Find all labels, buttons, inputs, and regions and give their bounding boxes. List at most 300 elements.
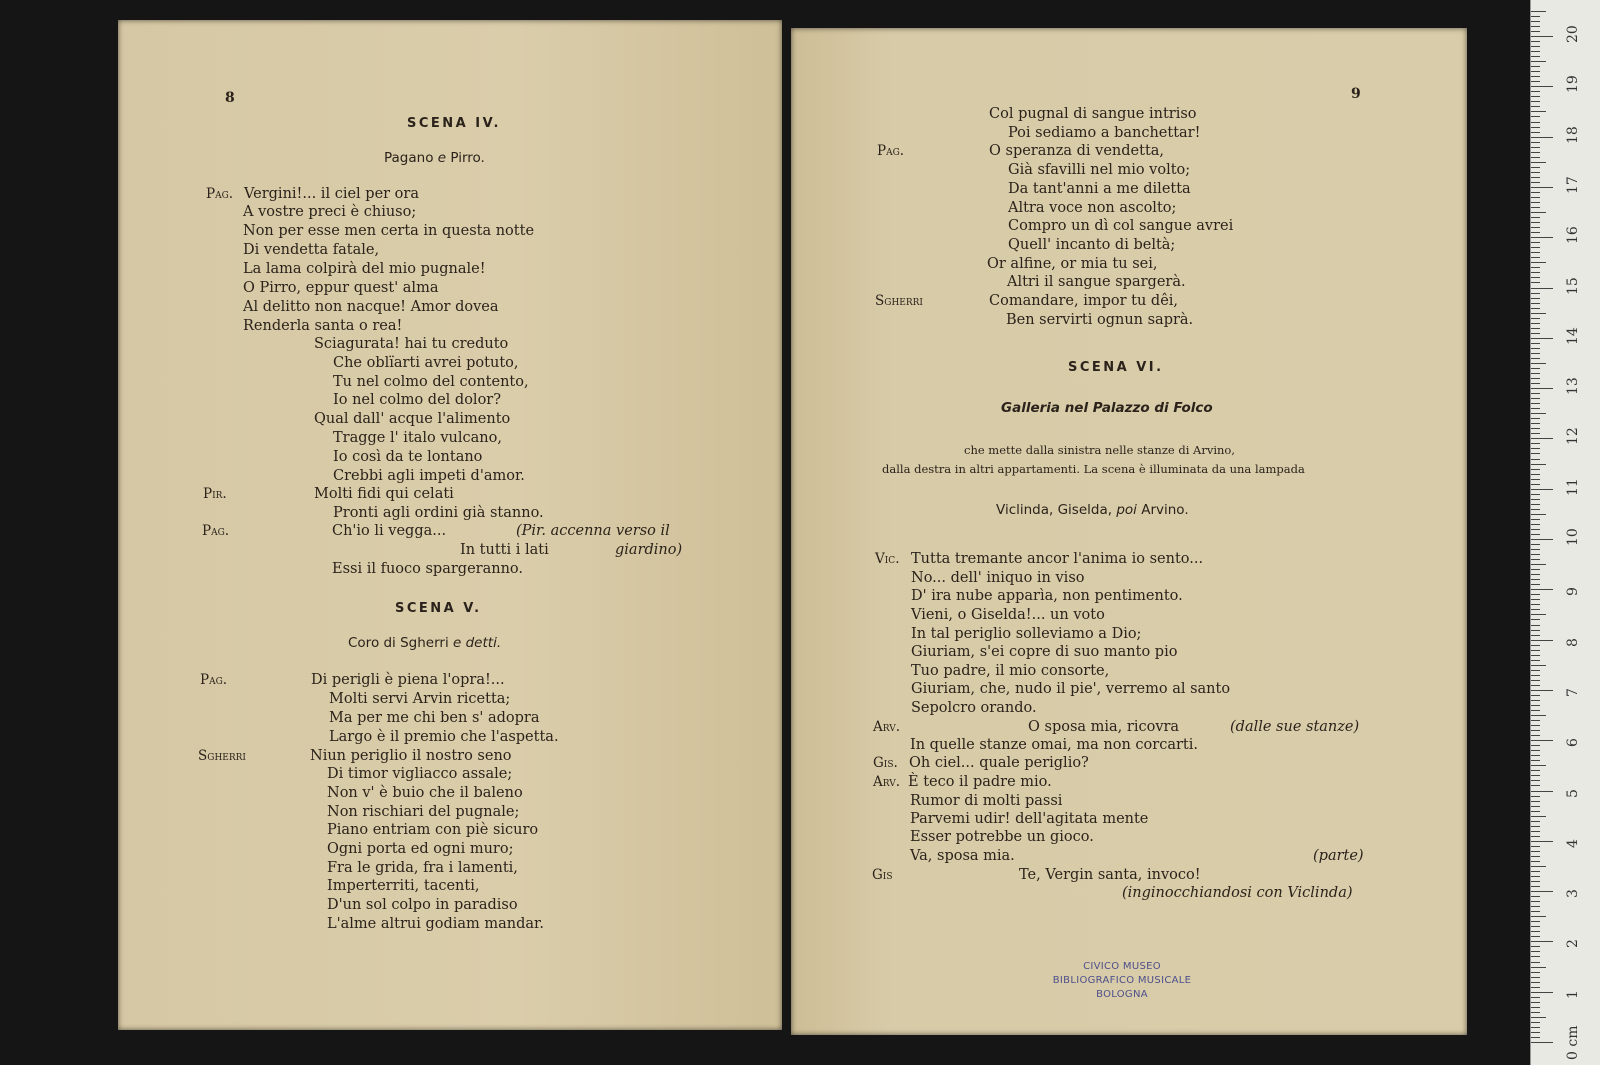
verse-line: Poi sediamo a banchettar! xyxy=(1008,125,1201,141)
ruler-tick xyxy=(1531,318,1540,319)
verse-line: D' ira nube apparìa, non pentimento. xyxy=(911,588,1183,604)
ruler-tick xyxy=(1531,36,1553,37)
scene-heading: SCENA V. xyxy=(395,601,482,616)
ruler-tick xyxy=(1531,378,1540,379)
ruler-tick xyxy=(1531,780,1540,781)
ruler-tick xyxy=(1531,247,1540,248)
ruler-tick xyxy=(1531,992,1553,993)
ruler-tick xyxy=(1531,1002,1540,1003)
ruler-label: 12 xyxy=(1565,427,1581,446)
ruler-label: 7 xyxy=(1565,687,1581,697)
ruler-tick xyxy=(1531,997,1540,998)
verse-line: In quelle stanze omai, ma non corcarti. xyxy=(910,737,1198,753)
verse-line: Tutta tremante ancor l'anima io sento... xyxy=(911,551,1204,567)
ruler-tick xyxy=(1531,448,1540,449)
ruler-tick xyxy=(1531,373,1540,374)
measuring-ruler xyxy=(1530,0,1600,1065)
ruler-tick xyxy=(1531,630,1540,631)
ruler-tick xyxy=(1531,755,1540,756)
verse-line: La lama colpirà del mio pugnale! xyxy=(243,261,486,277)
verse-line: Ma per me chi ben s' adopra xyxy=(329,710,540,726)
speaker-label: Pir. xyxy=(203,486,227,502)
verse-line: Che oblïarti avrei potuto, xyxy=(333,355,519,371)
ruler-label: 0 cm xyxy=(1565,1025,1581,1060)
verse-line: Già sfavilli nel mio volto; xyxy=(1008,162,1191,178)
ruler-tick xyxy=(1531,31,1540,32)
verse-line: Compro un dì col sangue avrei xyxy=(1008,218,1234,234)
ruler-tick xyxy=(1531,428,1540,429)
ruler-tick xyxy=(1531,529,1540,530)
verse-line: Giuriam, che, nudo il pie', verremo al santo xyxy=(911,681,1231,697)
ruler-tick xyxy=(1531,393,1540,394)
ruler-tick xyxy=(1531,509,1540,510)
ruler-label: 10 xyxy=(1565,528,1581,546)
ruler-tick xyxy=(1531,640,1553,641)
ruler-tick xyxy=(1531,926,1540,927)
ruler-tick xyxy=(1531,594,1540,595)
ruler-label: 1 xyxy=(1565,989,1581,999)
ruler-tick xyxy=(1531,1042,1553,1043)
ruler-tick xyxy=(1531,333,1540,334)
ruler-tick xyxy=(1531,152,1540,153)
ruler-tick xyxy=(1531,403,1540,404)
ruler-tick xyxy=(1531,76,1540,77)
ruler-tick xyxy=(1531,86,1553,87)
verse-line: Imperterriti, tacenti, xyxy=(327,878,480,894)
ruler-tick xyxy=(1531,167,1540,168)
ruler-tick xyxy=(1531,61,1546,62)
ruler-tick xyxy=(1531,187,1553,188)
verse-line: Di timor vigliacco assale; xyxy=(327,766,513,782)
ruler-tick xyxy=(1531,252,1540,253)
speaker-label: Sgherri xyxy=(875,293,923,309)
ruler-tick xyxy=(1531,946,1540,947)
ruler-label: 5 xyxy=(1565,788,1581,798)
ruler-tick xyxy=(1531,881,1540,882)
ruler-tick xyxy=(1531,936,1540,937)
ruler-tick xyxy=(1531,891,1553,892)
stage-direction: (inginocchiandosi con Viclinda) xyxy=(1122,885,1353,901)
ruler-tick xyxy=(1531,760,1540,761)
verse-line: Ogni porta ed ogni muro; xyxy=(327,841,514,857)
library-stamp xyxy=(1032,960,1212,1002)
verse-line: Ben servirti ognun saprà. xyxy=(1006,312,1194,328)
ruler-tick xyxy=(1531,262,1546,263)
verse-line: Sepolcro orando. xyxy=(911,700,1037,716)
scene-heading: SCENA IV. xyxy=(407,116,501,131)
ruler-tick xyxy=(1531,464,1546,465)
ruler-tick xyxy=(1531,524,1540,525)
ruler-tick xyxy=(1531,323,1540,324)
speaker-label: Sgherri xyxy=(198,748,246,764)
ruler-label: 16 xyxy=(1565,226,1581,245)
stage-direction: (dalle sue stanze) xyxy=(1230,719,1360,735)
ruler-label: 4 xyxy=(1565,838,1581,848)
ruler-tick xyxy=(1531,288,1553,289)
ruler-tick xyxy=(1531,614,1546,615)
ruler-tick xyxy=(1531,770,1540,771)
ruler-tick xyxy=(1531,398,1540,399)
ruler-tick xyxy=(1531,725,1540,726)
ruler-tick xyxy=(1531,715,1546,716)
ruler-tick xyxy=(1531,1007,1540,1008)
ruler-tick xyxy=(1531,604,1540,605)
ruler-label: 19 xyxy=(1565,75,1581,94)
verse-line: Te, Vergin santa, invoco! xyxy=(1019,867,1201,883)
ruler-tick xyxy=(1531,906,1540,907)
ruler-label: 6 xyxy=(1565,738,1581,748)
verse-line: D'un sol colpo in paradiso xyxy=(327,897,518,913)
ruler-tick xyxy=(1531,554,1540,555)
ruler-tick xyxy=(1531,710,1540,711)
verse-line: Vieni, o Giselda!... un voto xyxy=(911,607,1105,623)
verse-line: Tu nel colmo del contento, xyxy=(333,374,529,390)
ruler-tick xyxy=(1531,735,1540,736)
ruler-tick xyxy=(1531,836,1540,837)
verse-line: A vostre preci è chiuso; xyxy=(243,204,417,220)
ruler-tick xyxy=(1531,720,1540,721)
ruler-tick xyxy=(1531,237,1553,238)
scene-characters: Viclinda, Giselda, poi Arvino. xyxy=(996,502,1189,518)
ruler-tick xyxy=(1531,941,1553,942)
ruler-tick xyxy=(1531,56,1540,57)
ruler-tick xyxy=(1531,700,1540,701)
speaker-label: Arv. xyxy=(873,774,900,790)
ruler-label: 14 xyxy=(1565,326,1581,345)
ruler-tick xyxy=(1531,489,1553,490)
verse-line: In tal periglio solleviamo a Dio; xyxy=(911,626,1142,642)
ruler-tick xyxy=(1531,217,1540,218)
ruler-tick xyxy=(1531,479,1540,480)
ruler-tick xyxy=(1531,841,1553,842)
ruler-tick xyxy=(1531,313,1546,314)
ruler-tick xyxy=(1531,690,1553,691)
ruler-tick xyxy=(1531,821,1540,822)
speaker-label: Pag. xyxy=(202,523,230,539)
ruler-tick xyxy=(1531,338,1553,339)
right-page xyxy=(791,28,1467,1035)
ruler-tick xyxy=(1531,1012,1540,1013)
ruler-tick xyxy=(1531,775,1540,776)
ruler-tick xyxy=(1531,66,1540,67)
verse-line: Giuriam, s'ei copre di suo manto pio xyxy=(911,644,1178,660)
ruler-tick xyxy=(1531,916,1546,917)
ruler-tick xyxy=(1531,1032,1540,1033)
ruler-tick xyxy=(1531,967,1546,968)
ruler-tick xyxy=(1531,1037,1540,1038)
ruler-tick xyxy=(1531,856,1540,857)
verse-line: Quell' incanto di beltà; xyxy=(1008,237,1176,253)
verse-line: Pronti agli ordini già stanno. xyxy=(333,505,544,521)
ruler-tick xyxy=(1531,197,1540,198)
ruler-tick xyxy=(1531,343,1540,344)
ruler-tick xyxy=(1531,303,1540,304)
verse-line: Piano entriam con piè sicuro xyxy=(327,822,539,838)
ruler-tick xyxy=(1531,469,1540,470)
verse-line: L'alme altrui godiam mandar. xyxy=(327,916,545,932)
ruler-tick xyxy=(1531,41,1540,42)
verse-line: Non rischiari del pugnale; xyxy=(327,804,520,820)
ruler-tick xyxy=(1531,660,1540,661)
ruler-tick xyxy=(1531,901,1540,902)
ruler-tick xyxy=(1531,504,1540,505)
ruler-label: 11 xyxy=(1565,477,1581,496)
stage-direction: (Pir. accenna verso il xyxy=(516,523,670,539)
ruler-tick xyxy=(1531,569,1540,570)
ruler-tick xyxy=(1531,962,1540,963)
ruler-tick xyxy=(1531,519,1540,520)
ruler-tick xyxy=(1531,514,1546,515)
verse-line: Tuo padre, il mio consorte, xyxy=(911,663,1110,679)
ruler-label: 20 xyxy=(1565,25,1581,43)
ruler-tick xyxy=(1531,162,1546,163)
ruler-tick xyxy=(1531,675,1540,676)
verse-line: Di perigli è piena l'opra!... xyxy=(311,672,505,688)
verse-line: O sposa mia, ricovra xyxy=(1028,719,1180,735)
verse-line: In tutti i lati xyxy=(460,542,549,558)
ruler-tick xyxy=(1531,81,1540,82)
ruler-tick xyxy=(1531,202,1540,203)
stamp-line: BIBLIOGRAFICO MUSICALE xyxy=(1052,975,1192,986)
ruler-tick xyxy=(1531,453,1540,454)
verse-line: Di vendetta fatale, xyxy=(243,242,380,258)
page-number: 8 xyxy=(225,90,235,106)
verse-line: Comandare, impor tu dêi, xyxy=(989,293,1179,309)
ruler-tick xyxy=(1531,494,1540,495)
ruler-tick xyxy=(1531,101,1540,102)
speaker-label: Arv. xyxy=(873,719,900,735)
ruler-tick xyxy=(1531,791,1553,792)
ruler-tick xyxy=(1531,16,1540,17)
ruler-tick xyxy=(1531,348,1540,349)
ruler-tick xyxy=(1531,625,1540,626)
ruler-tick xyxy=(1531,801,1540,802)
ruler-tick xyxy=(1531,695,1540,696)
stage-direction: giardino) xyxy=(615,542,683,558)
ruler-tick xyxy=(1531,222,1540,223)
ruler-tick xyxy=(1531,111,1546,112)
ruler-tick xyxy=(1531,172,1540,173)
verse-line: Sciagurata! hai tu creduto xyxy=(314,336,509,352)
ruler-tick xyxy=(1531,750,1540,751)
ruler-tick xyxy=(1531,46,1540,47)
verse-line: Niun periglio il nostro seno xyxy=(310,748,512,764)
ruler-tick xyxy=(1531,851,1540,852)
ruler-tick xyxy=(1531,796,1540,797)
ruler-tick xyxy=(1531,705,1540,706)
verse-line: Col pugnal di sangue intriso xyxy=(989,106,1197,122)
ruler-tick xyxy=(1531,866,1546,867)
verse-line: Non v' è buio che il baleno xyxy=(327,785,523,801)
verse-line: Non per esse men certa in questa notte xyxy=(243,223,535,239)
stage-direction: (parte) xyxy=(1313,848,1364,864)
ruler-tick xyxy=(1531,740,1553,741)
ruler-tick xyxy=(1531,1027,1540,1028)
ruler-tick xyxy=(1531,680,1540,681)
verse-line: Vergini!... il ciel per ora xyxy=(244,186,419,202)
ruler-tick xyxy=(1531,972,1540,973)
ruler-tick xyxy=(1531,831,1540,832)
verse-line: Molti servi Arvin ricetta; xyxy=(329,691,511,707)
ruler-tick xyxy=(1531,26,1540,27)
ruler-tick xyxy=(1531,116,1540,117)
ruler-label: 3 xyxy=(1565,889,1581,899)
stamp-line: BOLOGNA xyxy=(1096,989,1148,1000)
verse-line: Rumor di molti passi xyxy=(910,793,1063,809)
ruler-tick xyxy=(1531,806,1540,807)
ruler-tick xyxy=(1531,921,1540,922)
ruler-tick xyxy=(1531,730,1540,731)
ruler-tick xyxy=(1531,1017,1546,1018)
ruler-tick xyxy=(1531,96,1540,97)
ruler-tick xyxy=(1531,745,1540,746)
ruler-tick xyxy=(1531,282,1540,283)
ruler-tick xyxy=(1531,257,1540,258)
ruler-tick xyxy=(1531,459,1540,460)
verse-line: Altra voce non ascolto; xyxy=(1008,200,1177,216)
verse-line: Oh ciel... quale periglio? xyxy=(909,755,1089,771)
verse-line: Crebbi agli impeti d'amor. xyxy=(333,468,525,484)
ruler-label: 2 xyxy=(1565,939,1581,949)
ruler-tick xyxy=(1531,645,1540,646)
ruler-tick xyxy=(1531,122,1540,123)
ruler-tick xyxy=(1531,157,1540,158)
ruler-tick xyxy=(1531,609,1540,610)
ruler-tick xyxy=(1531,564,1546,565)
scene-description: che mette dalla sinistra nelle stanze di Arvino, xyxy=(964,443,1235,457)
scene-characters: Pagano e Pirro. xyxy=(384,150,485,166)
ruler-tick xyxy=(1531,951,1540,952)
ruler-tick xyxy=(1531,328,1540,329)
ruler-tick xyxy=(1531,846,1540,847)
speaker-label: Pag. xyxy=(206,186,234,202)
ruler-tick xyxy=(1531,987,1540,988)
ruler-tick xyxy=(1531,876,1540,877)
ruler-tick xyxy=(1531,931,1540,932)
verse-line: No... dell' iniquo in viso xyxy=(911,570,1085,586)
ruler-tick xyxy=(1531,353,1540,354)
ruler-tick xyxy=(1531,956,1540,957)
ruler-tick xyxy=(1531,785,1540,786)
ruler-tick xyxy=(1531,383,1540,384)
ruler-tick xyxy=(1531,896,1540,897)
ruler-tick xyxy=(1531,272,1540,273)
ruler-tick xyxy=(1531,51,1540,52)
ruler-tick xyxy=(1531,584,1540,585)
ruler-tick xyxy=(1531,267,1540,268)
verse-line: Largo è il premio che l'aspetta. xyxy=(329,729,559,745)
ruler-tick xyxy=(1531,127,1540,128)
ruler-label: 15 xyxy=(1565,276,1581,295)
speaker-label: Pag. xyxy=(877,143,905,159)
verse-line: Or alfine, or mia tu sei, xyxy=(987,256,1158,272)
verse-line: Ch'io li vegga... xyxy=(332,523,447,539)
ruler-tick xyxy=(1531,650,1540,651)
ruler-tick xyxy=(1531,11,1546,12)
speaker-label: Pag. xyxy=(200,672,228,688)
speaker-label: Vic. xyxy=(875,551,900,567)
ruler-tick xyxy=(1531,232,1540,233)
ruler-tick xyxy=(1531,438,1553,439)
scene-heading: SCENA VI. xyxy=(1068,360,1164,375)
ruler-tick xyxy=(1531,207,1540,208)
verse-line: Esser potrebbe un gioco. xyxy=(910,829,1094,845)
verse-line: O Pirro, eppur quest' alma xyxy=(243,280,439,296)
ruler-tick xyxy=(1531,368,1540,369)
verse-line: Io così da te lontano xyxy=(333,449,483,465)
verse-line: Essi il fuoco spargeranno. xyxy=(332,561,523,577)
ruler-tick xyxy=(1531,418,1540,419)
ruler-tick xyxy=(1531,635,1540,636)
ruler-tick xyxy=(1531,549,1540,550)
page-number: 9 xyxy=(1351,86,1361,102)
verse-line: Va, sposa mia. xyxy=(910,848,1015,864)
ruler-label: 18 xyxy=(1565,125,1581,144)
ruler-tick xyxy=(1531,499,1540,500)
verse-line: Renderla santa o rea! xyxy=(243,318,403,334)
ruler-tick xyxy=(1531,655,1540,656)
ruler-tick xyxy=(1531,911,1540,912)
verse-line: Fra le grida, fra i lamenti, xyxy=(327,860,518,876)
ruler-tick xyxy=(1531,861,1540,862)
scene-description: dalla destra in altri appartamenti. La scena è illuminata da una lampada xyxy=(882,462,1305,476)
ruler-tick xyxy=(1531,413,1546,414)
ruler-tick xyxy=(1531,886,1540,887)
ruler-tick xyxy=(1531,423,1540,424)
verse-line: Molti fidi qui celati xyxy=(314,486,454,502)
ruler-tick xyxy=(1531,293,1540,294)
scene-setting: Galleria nel Palazzo di Folco xyxy=(1001,400,1213,416)
ruler-tick xyxy=(1531,670,1540,671)
ruler-tick xyxy=(1531,298,1540,299)
ruler-tick xyxy=(1531,685,1540,686)
ruler-tick xyxy=(1531,443,1540,444)
ruler-tick xyxy=(1531,619,1540,620)
ruler-tick xyxy=(1531,811,1540,812)
ruler-tick xyxy=(1531,227,1540,228)
ruler-tick xyxy=(1531,137,1553,138)
ruler-tick xyxy=(1531,106,1540,107)
ruler-label: 8 xyxy=(1565,637,1581,647)
ruler-tick xyxy=(1531,242,1540,243)
ruler-tick xyxy=(1531,363,1546,364)
ruler-tick xyxy=(1531,977,1540,978)
verse-line: Parvemi udir! dell'agitata mente xyxy=(910,811,1149,827)
speaker-label: Gis xyxy=(872,867,893,883)
verse-line: Altri il sangue spargerà. xyxy=(1007,274,1186,290)
ruler-tick xyxy=(1531,589,1553,590)
ruler-tick xyxy=(1531,358,1540,359)
ruler-tick xyxy=(1531,147,1540,148)
ruler-tick xyxy=(1531,826,1540,827)
ruler-tick xyxy=(1531,534,1540,535)
ruler-tick xyxy=(1531,308,1540,309)
verse-line: Al delitto non nacque! Amor dovea xyxy=(243,299,499,315)
ruler-tick xyxy=(1531,277,1540,278)
ruler-tick xyxy=(1531,192,1540,193)
ruler-tick xyxy=(1531,574,1540,575)
ruler-tick xyxy=(1531,91,1540,92)
left-page xyxy=(118,20,782,1030)
ruler-tick xyxy=(1531,579,1540,580)
ruler-tick xyxy=(1531,21,1540,22)
ruler-tick xyxy=(1531,433,1540,434)
verse-line: Da tant'anni a me diletta xyxy=(1008,181,1191,197)
ruler-tick xyxy=(1531,408,1540,409)
ruler-tick xyxy=(1531,816,1546,817)
ruler-tick xyxy=(1531,142,1540,143)
ruler-tick xyxy=(1531,982,1540,983)
